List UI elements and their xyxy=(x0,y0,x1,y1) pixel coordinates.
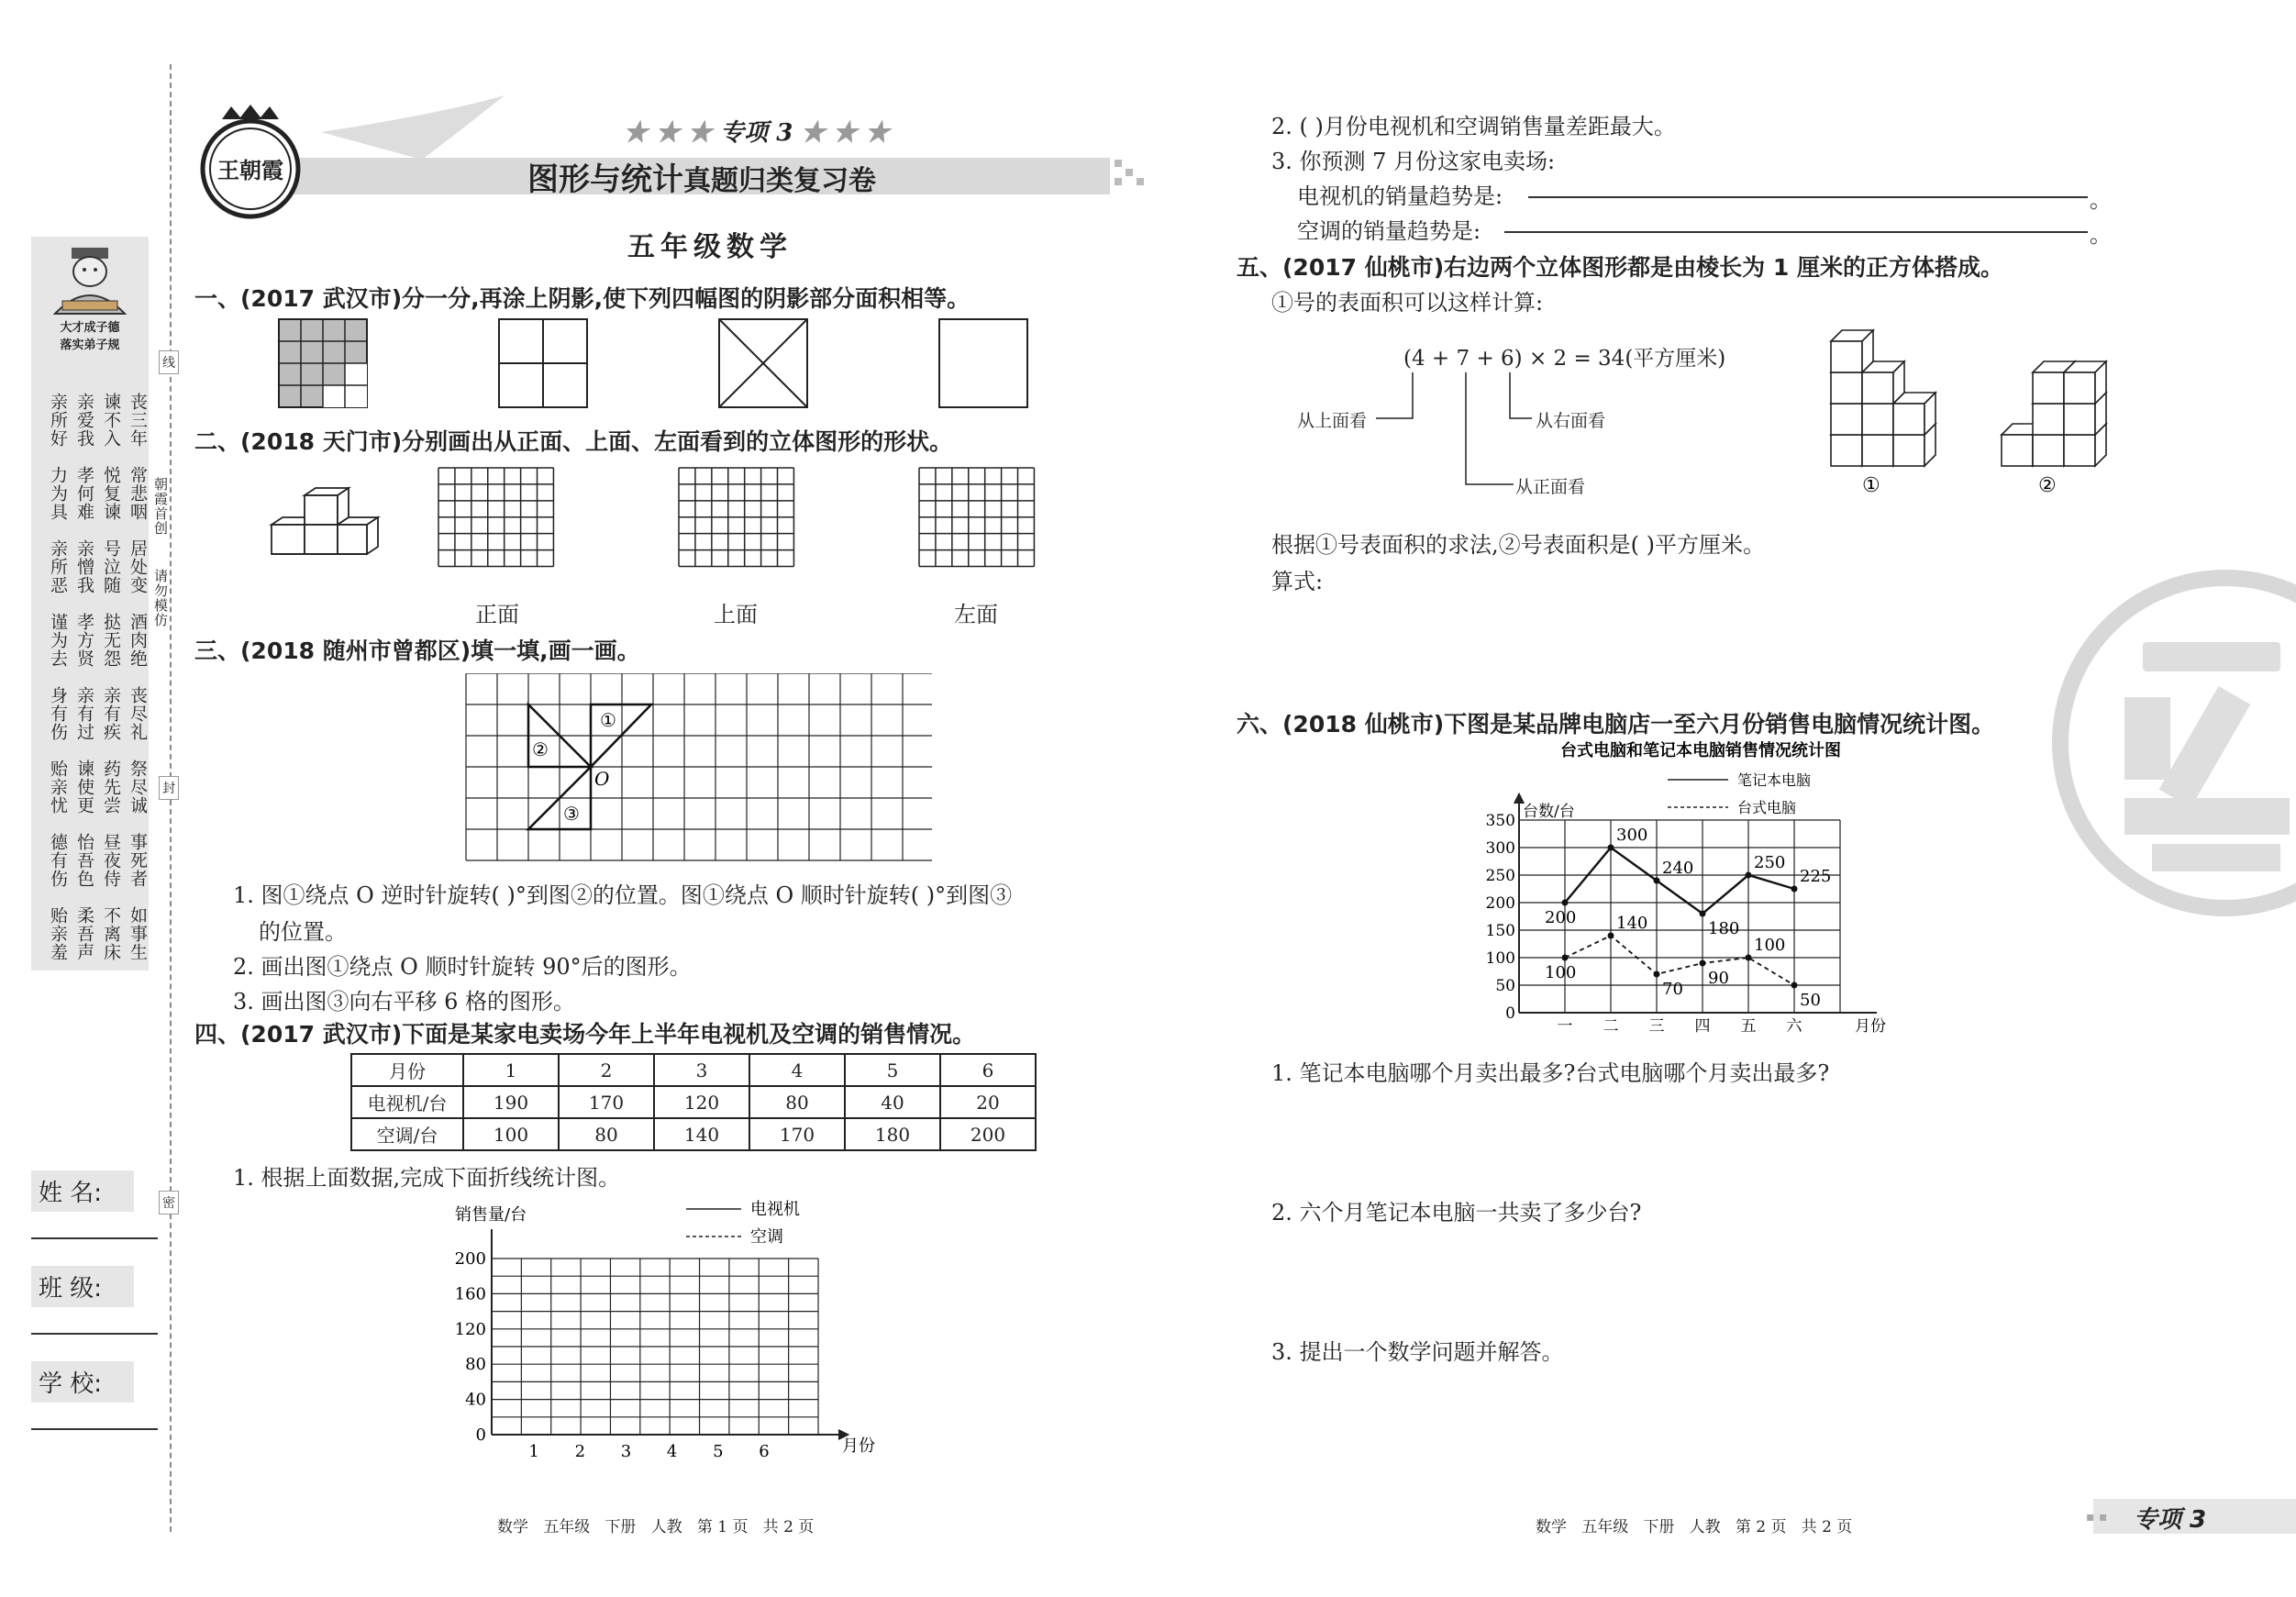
x-tick-label: 2 xyxy=(574,1442,586,1461)
verse-column: 亲所好 xyxy=(48,393,68,448)
q6-line-chart xyxy=(1471,734,1930,1046)
shape-label-3: ③ xyxy=(563,803,580,825)
data-label: 100 xyxy=(1545,963,1577,982)
verse-column: 柔吾声 xyxy=(74,906,94,961)
footer-left: 数学 五年级 下册 人教 第 1 页 共 2 页 xyxy=(497,1518,815,1536)
data-label: 50 xyxy=(1800,991,1821,1010)
q4-item-3a: 电视机的销量趋势是: xyxy=(1297,183,1503,209)
cube-front xyxy=(2033,372,2064,404)
table-row xyxy=(351,1118,1036,1150)
x-tick-label: 三 xyxy=(1648,1017,1665,1036)
page-title-bold: 图形与统计 xyxy=(527,161,683,198)
q1-title: 一、(2017 武汉市)分一分,再涂上阴影,使下列四幅图的阴影部分面积相等。 xyxy=(194,285,971,312)
data-point xyxy=(1562,955,1569,961)
field-school xyxy=(31,1361,161,1457)
y-tick-label: 160 xyxy=(454,1284,486,1304)
verse-column: 祭尽诚 xyxy=(128,760,148,815)
header-tag: ★ ★ ★ 专项 3 ★ ★ ★ xyxy=(624,119,890,147)
field-label: 姓 名: xyxy=(31,1170,134,1212)
x-tick-label: 1 xyxy=(528,1442,539,1461)
table-cell: 2 xyxy=(559,1054,654,1086)
side-note: 请勿模仿 xyxy=(152,569,169,627)
verse-column: 力为具 xyxy=(48,466,68,521)
table-cell: 190 xyxy=(463,1086,559,1118)
verse-column: 不离床 xyxy=(101,906,121,961)
data-label: 240 xyxy=(1662,859,1694,878)
table-cell: 4 xyxy=(749,1054,845,1086)
field-class xyxy=(31,1266,161,1361)
fig-label-1: ① xyxy=(1862,474,1880,497)
page-subtitle: 五年级数学 xyxy=(627,231,793,263)
table-cell: 电视机/台 xyxy=(351,1086,463,1118)
verse-column: 丧尽礼 xyxy=(128,686,148,741)
data-point xyxy=(1608,845,1614,851)
cube-front xyxy=(1831,372,1862,404)
q4-item-3b: 空调的销量趋势是: xyxy=(1297,218,1481,244)
verse-column: 亲有疾 xyxy=(101,686,121,741)
cube-front xyxy=(2064,404,2095,435)
verse-column: 贻亲忧 xyxy=(48,760,68,815)
table-cell: 200 xyxy=(940,1118,1036,1150)
table-cell: 170 xyxy=(559,1086,654,1118)
logo-text: 王朝霞 xyxy=(217,158,283,183)
q6-item-1: 1. 笔记本电脑哪个月卖出最多?台式电脑哪个月卖出最多? xyxy=(1271,1060,1830,1086)
verse-column: 悦复谏 xyxy=(101,466,121,521)
q3-item-2: 2. 画出图①绕点 O 顺时针旋转 90°后的图形。 xyxy=(233,954,692,980)
table-cell: 140 xyxy=(654,1118,749,1150)
q4-item-3: 3. 你预测 7 月份这家电卖场: xyxy=(1271,149,1556,174)
q4-item-1: 1. 根据上面数据,完成下面折线统计图。 xyxy=(233,1165,621,1191)
x-tick-label: 二 xyxy=(1603,1017,1619,1036)
q2-label-top: 上面 xyxy=(714,602,758,627)
cube-front xyxy=(1862,404,1893,435)
y-tick-label: 350 xyxy=(1485,812,1515,830)
data-label: 250 xyxy=(1754,853,1786,872)
table-cell: 100 xyxy=(463,1118,559,1150)
y-tick-label: 200 xyxy=(454,1249,486,1269)
table-header-row xyxy=(351,1054,1036,1086)
confidential-seal-watermark xyxy=(2051,569,2296,917)
y-tick-label: 150 xyxy=(1485,922,1515,940)
verse-column: 谏使更 xyxy=(74,760,94,815)
q1-squares xyxy=(275,316,1037,411)
x-tick-label: 五 xyxy=(1740,1017,1757,1036)
q3-title: 三、(2018 随州市曾都区)填一填,画一画。 xyxy=(194,638,640,664)
y-tick-label: 50 xyxy=(1495,977,1515,995)
q5-suanshi: 算式: xyxy=(1271,569,1324,594)
class-input-line[interactable] xyxy=(31,1333,158,1335)
legend-label: 台式电脑 xyxy=(1737,799,1797,816)
q3-grid-figure[interactable] xyxy=(464,673,932,862)
seal-mark: 线 xyxy=(159,350,179,374)
x-tick-label: 一 xyxy=(1557,1017,1573,1036)
name-input-line[interactable] xyxy=(31,1237,158,1239)
verse-column: 谏不入 xyxy=(101,393,121,448)
table-cell: 80 xyxy=(559,1118,654,1150)
table-cell: 20 xyxy=(940,1086,1036,1118)
page-title-rest: 真题归类复习卷 xyxy=(683,165,876,197)
side-note: 朝霞首创 xyxy=(152,477,169,536)
table-row xyxy=(351,1086,1036,1118)
data-point xyxy=(1700,911,1706,917)
verse-column: 居处变 xyxy=(128,539,148,594)
q4-blank-line-chart[interactable] xyxy=(440,1192,917,1468)
table-cell: 120 xyxy=(654,1086,749,1118)
y-tick-label: 300 xyxy=(1485,839,1515,858)
verse-column: 酒肉绝 xyxy=(128,613,148,668)
data-point xyxy=(1700,960,1706,967)
q4-ylabel: 销售量/台 xyxy=(455,1205,527,1225)
q3-item-1-cont: 的位置。 xyxy=(259,919,347,945)
verse-column: 亲憎我 xyxy=(74,539,94,594)
y-tick-label: 40 xyxy=(465,1390,486,1410)
x-tick-label: 四 xyxy=(1694,1017,1711,1036)
verse-column: 贻亲羞 xyxy=(48,906,68,961)
cube-front xyxy=(1831,404,1862,435)
verse-column: 孝方贤 xyxy=(74,613,94,668)
q5-text: 根据①号表面积的求法,②号表面积是( )平方厘米。 xyxy=(1271,532,1765,558)
q4-xlabel: 月份 xyxy=(842,1436,875,1456)
q6-title: 六、(2018 仙桃市)下图是某品牌电脑店一至六月份销售电脑情况统计图。 xyxy=(1237,711,1995,738)
table-cell: 170 xyxy=(749,1118,845,1150)
chart-ylabel: 台数/台 xyxy=(1523,803,1575,821)
verse-column: 事死者 xyxy=(128,833,148,888)
verse-column: 孝何难 xyxy=(74,466,94,521)
table-cell: 180 xyxy=(845,1118,940,1150)
verse-column: 药先尝 xyxy=(101,760,121,815)
y-tick-label: 80 xyxy=(465,1355,486,1375)
sidebar-verses xyxy=(39,374,147,961)
scholar-illustration xyxy=(46,240,134,323)
data-point xyxy=(1562,900,1569,906)
q5-from-front: 从正面看 xyxy=(1515,477,1586,497)
q5-formula: (4 + 7 + 6) × 2 = 34(平方厘米) xyxy=(1403,347,1726,371)
header-tag-text: 专项 3 xyxy=(720,119,793,147)
table-cell: 1 xyxy=(463,1054,559,1086)
q4-item-2: 2. ( )月份电视机和空调销售量差距最大。 xyxy=(1271,114,1676,139)
q4-title: 四、(2017 武汉市)下面是某家电卖场今年上半年电视机及空调的销售情况。 xyxy=(194,1021,976,1048)
y-tick-label: 100 xyxy=(1485,949,1515,968)
q3-item-3: 3. 画出图③向右平移 6 格的图形。 xyxy=(233,989,576,1015)
table-cell: 3 xyxy=(654,1054,749,1086)
verse-column: 怡吾色 xyxy=(74,833,94,888)
q6-item-3: 3. 提出一个数学问题并解答。 xyxy=(1271,1339,1564,1365)
chart-title: 台式电脑和笔记本电脑销售情况统计图 xyxy=(1560,741,1841,760)
school-input-line[interactable] xyxy=(31,1428,158,1430)
footer-tab xyxy=(2086,1499,2296,1534)
motto-line: 大才成子德 xyxy=(60,321,120,335)
data-label: 140 xyxy=(1616,914,1648,933)
cube-front xyxy=(2064,372,2095,404)
student-info-fields xyxy=(31,1170,161,1457)
page-title xyxy=(527,154,876,199)
verse-column: 谨为去 xyxy=(48,613,68,668)
verse-column: 昼夜侍 xyxy=(101,833,121,888)
data-label: 180 xyxy=(1708,919,1740,938)
y-tick-label: 200 xyxy=(1485,894,1515,913)
x-tick-label: 六 xyxy=(1786,1017,1802,1036)
q2-label-left: 左面 xyxy=(954,602,998,627)
data-point xyxy=(1654,971,1660,978)
q5-title: 五、(2017 仙桃市)右边两个立体图形都是由棱长为 1 厘米的正方体搭成。 xyxy=(1237,254,2003,281)
verse-column: 亲爱我 xyxy=(74,393,94,448)
cube-front xyxy=(2033,435,2064,466)
data-point xyxy=(1791,886,1798,893)
q5-from-right: 从右面看 xyxy=(1536,411,1606,431)
x-tick-label: 5 xyxy=(713,1442,724,1461)
verse-column: 亲所恶 xyxy=(48,539,68,594)
q3-item-1: 1. 图①绕点 O 逆时针旋转( )°到图②的位置。图①绕点 O 顺时针旋转( )°到图③ xyxy=(233,882,1013,908)
data-point xyxy=(1746,872,1752,879)
table-cell: 月份 xyxy=(351,1054,463,1086)
table-cell: 40 xyxy=(845,1086,940,1118)
data-point xyxy=(1608,933,1614,939)
point-o-label: O xyxy=(594,768,610,790)
motto-line: 落实弟子规 xyxy=(60,338,120,352)
footer-right: 数学 五年级 下册 人教 第 2 页 共 2 页 xyxy=(1536,1518,1853,1536)
q5-from-top: 从上面看 xyxy=(1297,411,1368,431)
field-label: 班 级: xyxy=(31,1266,134,1307)
data-point xyxy=(1654,878,1660,884)
seal-mark: 封 xyxy=(159,776,179,800)
data-label: 300 xyxy=(1616,826,1648,845)
verse-column: 常悲咽 xyxy=(128,466,148,521)
y-tick-label: 250 xyxy=(1485,867,1515,885)
seal-mark: 密 xyxy=(159,1191,179,1214)
q1-square-cross[interactable] xyxy=(499,319,587,407)
verse-column: 号泣随 xyxy=(101,539,121,594)
q6-item-2: 2. 六个月笔记本电脑一共卖了多少台? xyxy=(1271,1200,1642,1225)
q1-square-diagonals[interactable] xyxy=(719,319,807,407)
period-mark: 。 xyxy=(2090,222,2112,248)
footer-tab-text: 专项 3 xyxy=(2134,1506,2207,1534)
legend-tv: 电视机 xyxy=(750,1200,800,1219)
y-tick-label: 0 xyxy=(475,1425,486,1445)
q4-sales-table xyxy=(350,1053,1037,1151)
cube-front xyxy=(1893,404,1924,435)
cube-front xyxy=(2002,435,2033,466)
legend-ac: 空调 xyxy=(750,1227,783,1247)
y-tick-label: 0 xyxy=(1505,1004,1515,1023)
cube-front xyxy=(1862,435,1893,466)
verse-column: 亲有过 xyxy=(74,686,94,741)
cube-front xyxy=(1831,435,1862,466)
verse-column: 德有伤 xyxy=(48,833,68,888)
fig-label-2: ② xyxy=(2038,474,2057,497)
data-label: 200 xyxy=(1545,908,1577,927)
table-cell: 5 xyxy=(845,1054,940,1086)
cube-front xyxy=(1893,435,1924,466)
q5-intro: ①号的表面积可以这样计算: xyxy=(1271,290,1544,316)
field-label: 学 校: xyxy=(31,1361,134,1403)
cube-front xyxy=(1831,341,1862,372)
logo-emblem xyxy=(194,103,306,222)
table-cell: 80 xyxy=(749,1086,845,1118)
chart-xlabel: 月份 xyxy=(1855,1017,1886,1036)
tab-dots: ▪ ▪ xyxy=(2086,1510,2108,1525)
table-cell: 空调/台 xyxy=(351,1118,463,1150)
x-tick-label: 4 xyxy=(666,1442,678,1461)
verse-column: 身有伤 xyxy=(48,686,68,741)
q5-cube-figures xyxy=(1825,317,2128,501)
q2-cube-figure xyxy=(257,486,385,578)
q1-square-blank[interactable] xyxy=(939,319,1027,407)
legend-label: 笔记本电脑 xyxy=(1737,771,1812,789)
verse-column: 如事生 xyxy=(128,906,148,961)
verse-column: 挞无怨 xyxy=(101,613,121,668)
q1-square-grid[interactable] xyxy=(279,319,367,407)
period-mark: 。 xyxy=(2090,187,2112,213)
verse-column: 丧三年 xyxy=(128,393,148,448)
x-tick-label: 3 xyxy=(620,1442,632,1461)
ac-trend-answer-line[interactable] xyxy=(1504,231,2088,233)
cube-front xyxy=(2033,404,2064,435)
q2-grids xyxy=(435,464,1040,569)
sidebar-motto xyxy=(35,319,145,354)
tv-trend-answer-line[interactable] xyxy=(1528,196,2088,198)
data-point xyxy=(1746,955,1752,961)
shape-label-2: ② xyxy=(532,738,549,760)
table-cell: 6 xyxy=(940,1054,1036,1086)
q2-title: 二、(2018 天门市)分别画出从正面、上面、左面看到的立体图形的形状。 xyxy=(194,428,953,455)
q2-label-front: 正面 xyxy=(475,602,519,627)
data-label: 90 xyxy=(1708,969,1729,988)
data-label: 70 xyxy=(1662,980,1683,999)
cube-front xyxy=(1862,372,1893,404)
data-label: 225 xyxy=(1800,867,1832,886)
y-tick-label: 120 xyxy=(454,1319,486,1339)
data-label: 100 xyxy=(1754,936,1786,955)
data-point xyxy=(1791,982,1798,989)
cube-front xyxy=(2064,435,2095,466)
shape-label-1: ① xyxy=(600,709,616,731)
field-name xyxy=(31,1170,161,1266)
x-tick-label: 6 xyxy=(759,1442,770,1461)
